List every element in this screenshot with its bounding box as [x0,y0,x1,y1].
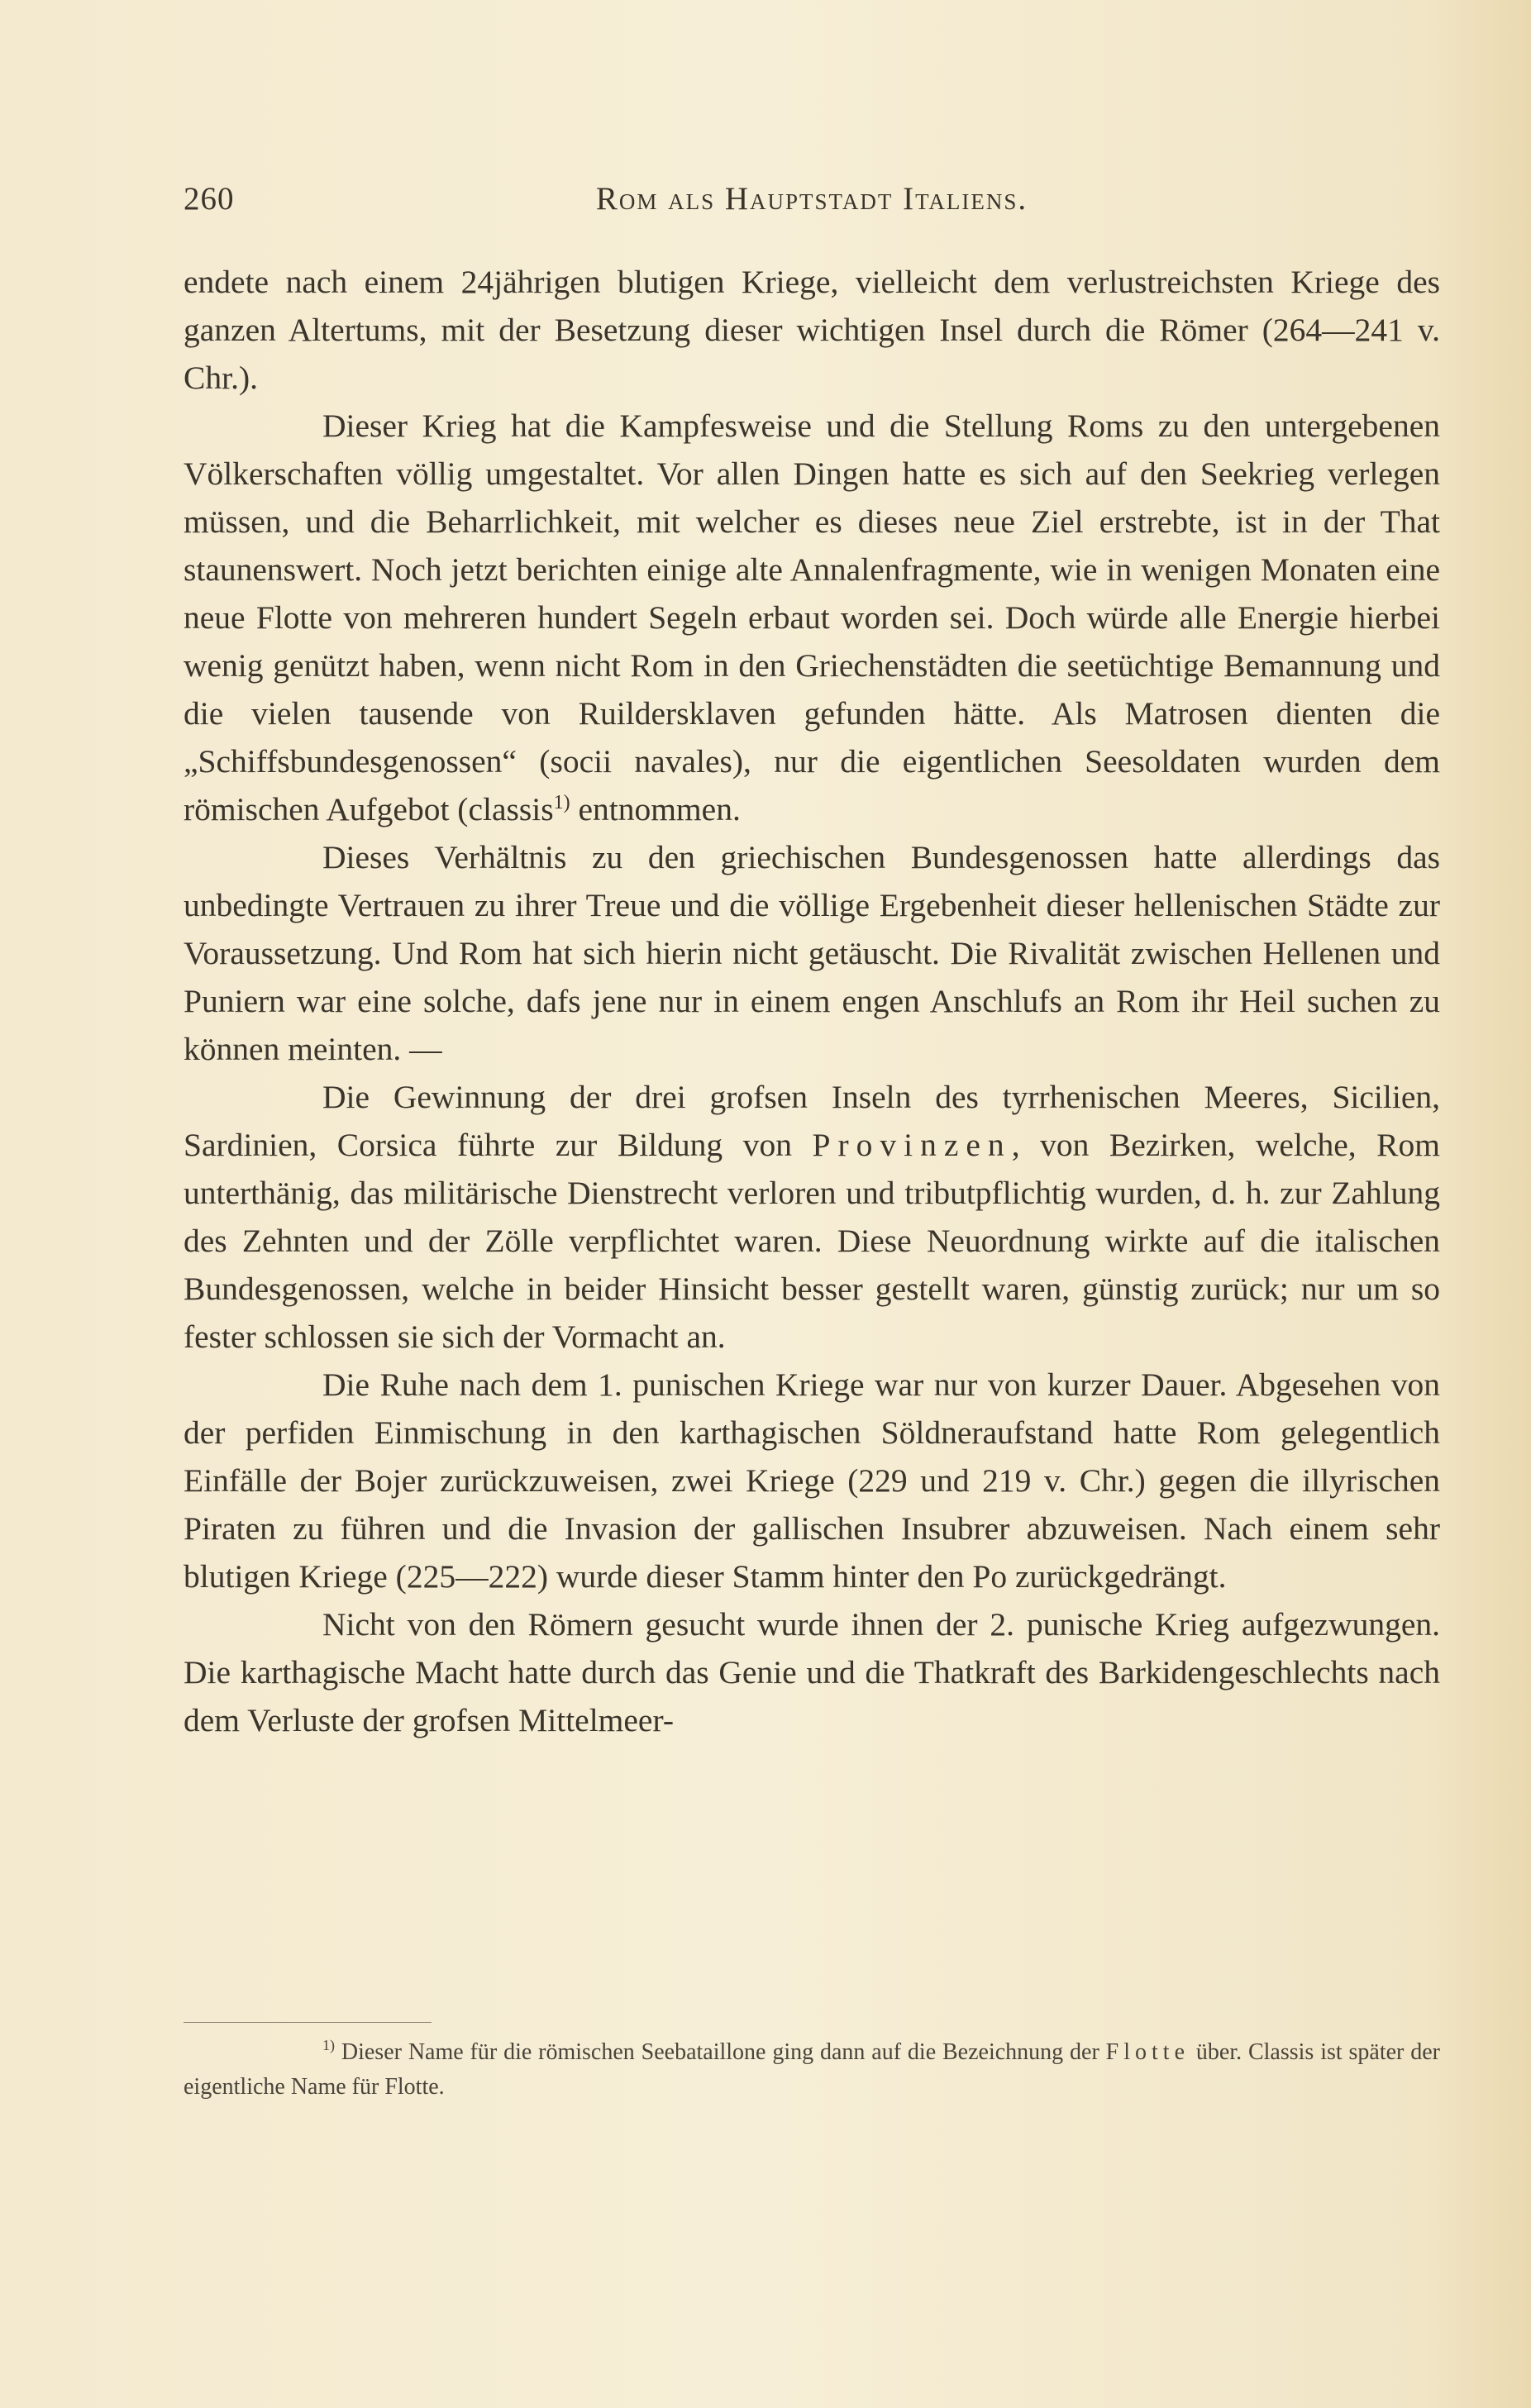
emphasized-term: Flotte [1105,2039,1190,2065]
running-title: Rom als Hauptstadt Italiens. [595,181,1028,217]
footnote-reference[interactable]: 1) [553,792,570,813]
paragraph-3: Dieses Verhältnis zu den griechischen Bundesgenossen hatte allerdings das unbedingte Vertrauen zu ihrer Treue und die völlige Ergebenheit dieser hellenischen Städte zur Voraussetzung. Und Rom hat sich hierin nicht getäuscht. Die Rivalität zwischen Hellenen und Puniern war eine solche, dafs jene nur in einem engen Anschlufs an Rom ihr Heil suchen zu können meinten. — [184,839,1440,1067]
paragraph-5: Die Ruhe nach dem 1. punischen Kriege war nur von kurzer Dauer. Abgesehen von der perfiden Einmischung in den karthagischen Söldneraufstand hatte Rom gelegentlich Einfälle der Bojer zurückzuweisen, zwei Kriege (229 und 219 v. Chr.) gegen die illyrischen Piraten zu führen und die Invasion der gallischen Insubrer abzuweisen. Nach einem sehr blutigen Kriege (225—222) wurde dieser Stamm hinter den Po zurückgedrängt. [184,1366,1440,1595]
paragraph-1: endete nach einem 24jährigen blutigen Kriege, vielleicht dem verlustreichsten Kriege des ganzen Altertums, mit der Besetzung dieser wichtigen Insel durch die Römer (264—241 v. Chr.). [184,264,1440,396]
footnote-divider [184,2022,432,2023]
running-head [184,180,1440,230]
paragraph-6: Nicht von den Römern gesucht wurde ihnen der 2. punische Krieg aufgezwungen. Die karthagische Macht hatte durch das Genie und die Thatkraft des Barkidengeschlechts nach dem Verluste der grofsen Mittelmeer- [184,1606,1440,1738]
paragraph-2: Dieser Krieg hat die Kampfesweise und die Stellung Roms zu den untergebenen Völkerschaften völlig umgestaltet. Vor allen Dingen hatte es sich auf den Seekrieg verlegen müssen, und die Beharrlichkeit, mit welcher es dieses neue Ziel erstrebte, ist in der That staunenswert. Noch jetzt berichten einige alte Annalenfragmente, wie in wenigen Monaten eine neue Flotte von mehreren hundert Segeln erbaut worden sei. Doch würde alle Energie hierbei wenig genützt haben, wenn nicht Rom in den Griechenstädten die seetüchtige Bemannung und die vielen tausende von Ruildersklaven gefunden hätte. Als Matrosen dienten die „Schiffsbundesgenossen“ (socii navales), nur die eigentlichen Seesoldaten wurden dem römischen Aufgebot (classis$^{1)}$ entnommen. [184,408,1440,827]
emphasized-term: Provinzen [812,1127,1012,1163]
paragraph-4: Die Gewinnung der drei grofsen Inseln des tyrrhenischen Meeres, Sicilien, Sardinien, Corsica führte zur Bildung von Provinzen, von Bezirken, welche, Rom unterthänig, das militärische Dienstrecht verloren und tributpflichtig wurden, d. h. zur Zahlung des Zehnten und der Zölle verpflichtet waren. Diese Neuordnung wirkte auf die italischen Bundesgenossen, welche in beider Hinsicht besser gestellt waren, günstig zurück; nur um so fester schlossen sie sich der Vormacht an. [184,1079,1440,1355]
page-number: 260 [184,181,235,217]
book-page [184,0,1440,2408]
body-text [184,258,1440,1744]
footnote: $^{1)}$ Dieser Name für die römischen Seebataillone ging dann auf die Bezeichnung der Flotte über. Classis ist später der eigentliche Name für Flotte. [184,2037,1440,2100]
footnote-marker: 1) [322,2037,335,2053]
footnotes [184,2035,1440,2105]
